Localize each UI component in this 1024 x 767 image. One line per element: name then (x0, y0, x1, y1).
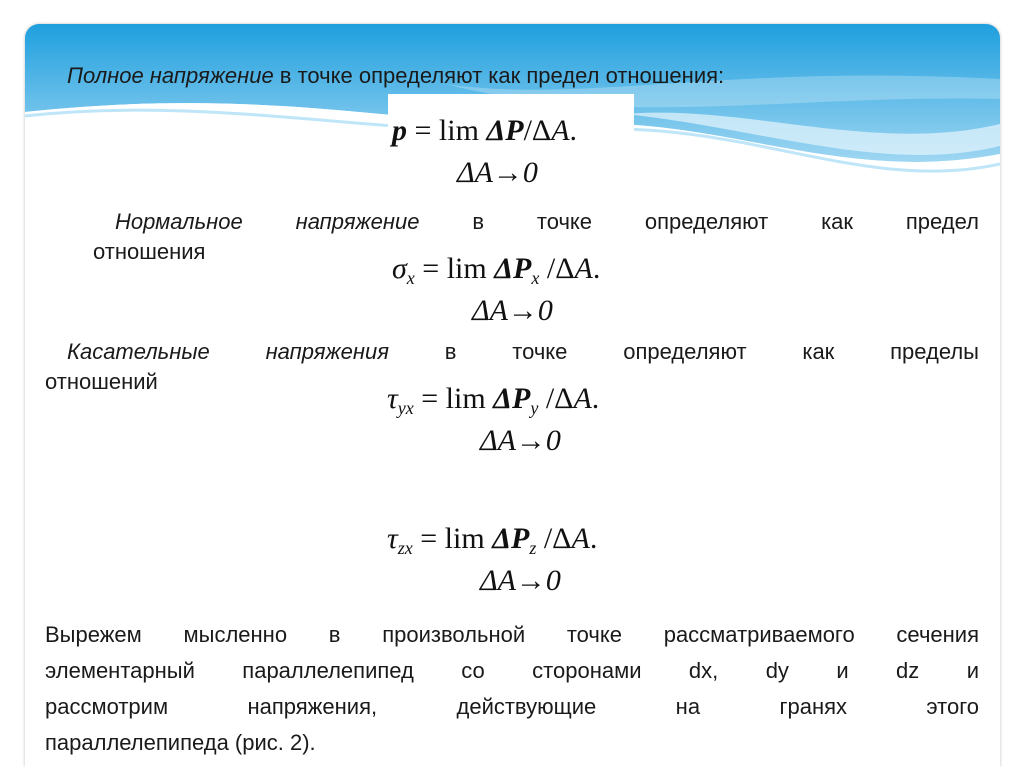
formula-shear-zx: $\tau_{zx} = \lim \Delta P_z$ /ΔA. (387, 522, 598, 558)
paragraph-element-line1: Вырежем мысленно в произвольной точке рассматриваемого сечения (45, 622, 979, 647)
formula-lhs: p (392, 114, 407, 147)
slide (25, 24, 1000, 767)
paragraph-shear-stress-line2: отношений (45, 369, 158, 394)
formula-normal-stress: $\sigma_x = \lim \Delta P_x$ /ΔA. (392, 252, 601, 288)
term-full-stress: Полное напряжение (67, 63, 274, 88)
formula-denominator: A (551, 114, 570, 147)
formula-shear-zx-limit: ΔA→0 (480, 564, 561, 597)
formula-dot: . (569, 114, 578, 147)
term-shear-stress: Касательные напряжения (67, 339, 389, 364)
paragraph-normal-stress-line2: отношения (93, 239, 206, 264)
paragraph-normal-stress-text: в точке определяют как предел (419, 209, 979, 234)
paragraph-element-line2: элементарный параллелепипед со сторонами dx, dy и dz и (45, 658, 979, 683)
paragraph-element-line4: параллелепипеда (рис. 2). (45, 730, 316, 755)
paragraph-full-stress-text: в точке определяют как предел отношения: (273, 63, 725, 88)
paragraph-element-line3: рассмотрим напряжения, действующие на гранях этого (45, 694, 979, 719)
formula-full-stress-limit: ΔA→0 (457, 156, 538, 189)
formula-shear-yx-limit: ΔA→0 (480, 424, 561, 457)
formula-normal-stress-limit: ΔA→0 (472, 294, 553, 327)
formula-slash: /Δ (523, 114, 552, 147)
formula-eq: = lim (407, 114, 487, 147)
formula-shear-yx: $\tau_{yx} = \lim \Delta P_y$ /ΔA. (387, 382, 600, 418)
paragraph-shear-stress-text: в точке определяют как пределы (388, 339, 979, 364)
paragraph-normal-stress (115, 207, 979, 237)
paragraph-shear-stress (67, 337, 979, 367)
term-normal-stress: Нормальное напряжение (115, 209, 420, 234)
formula-numerator: ΔP (486, 114, 524, 147)
formula-full-stress (392, 114, 577, 148)
paragraph-full-stress (67, 61, 947, 91)
